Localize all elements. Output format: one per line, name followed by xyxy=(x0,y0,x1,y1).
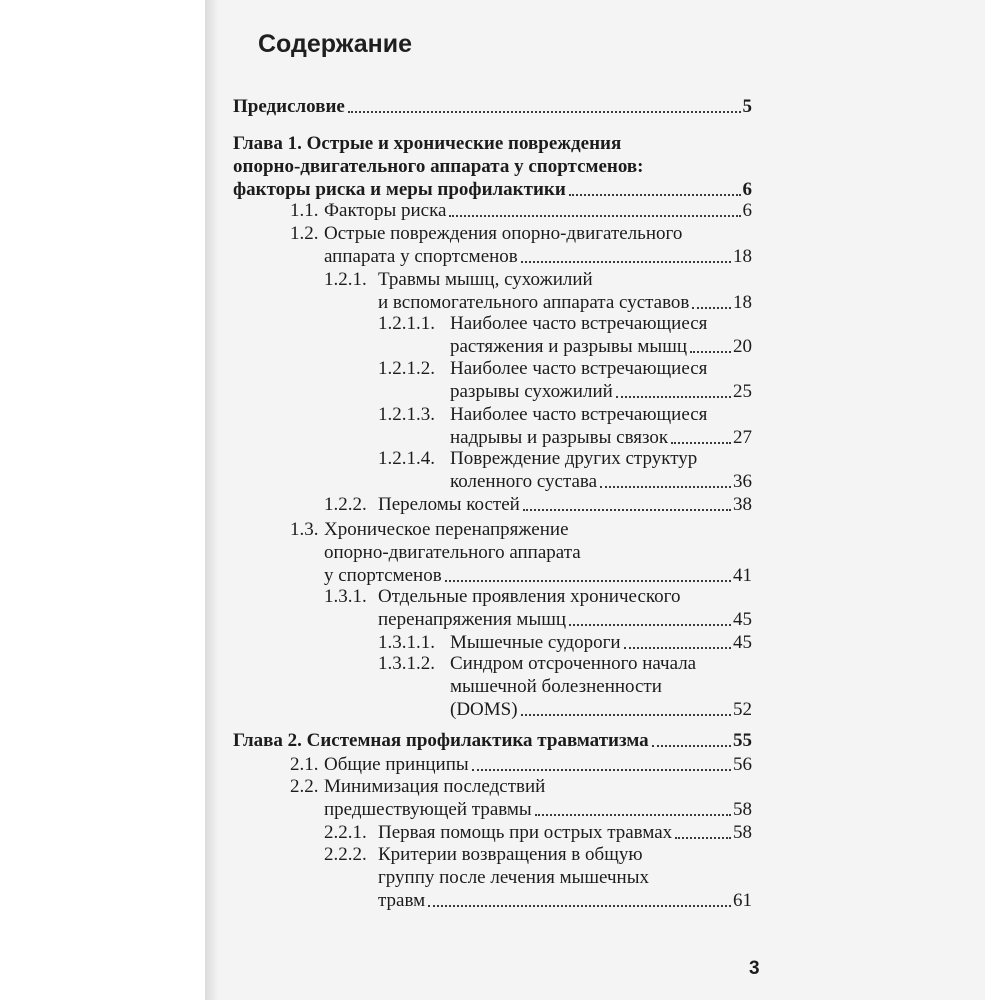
toc-entry-preface[interactable] xyxy=(233,95,752,118)
toc-entry-last-line: перенапряжения мышц 45 xyxy=(378,609,752,630)
leader-dots xyxy=(445,579,731,582)
toc-entry-number: 1.2.2. xyxy=(324,494,367,515)
toc-entry-number: 2.2. xyxy=(290,776,319,797)
toc-entry-number: 1.3.1.1. xyxy=(378,632,435,653)
leader-dots xyxy=(569,623,731,626)
toc-entry-text: Острые повреждения опорно-двигательного xyxy=(324,223,683,244)
toc-entry-2-2-2[interactable] xyxy=(324,843,752,866)
toc-entry-last-line: у спортсменов 41 xyxy=(324,565,752,586)
leader-dots xyxy=(348,110,741,113)
toc-entry-number: 1.2.1.1. xyxy=(378,313,435,334)
toc-page-number: 27 xyxy=(733,427,752,448)
toc-entry-number: 1.3.1.2. xyxy=(378,653,435,674)
toc-page-number: 18 xyxy=(733,246,752,267)
leader-dots xyxy=(521,260,731,263)
leader-dots xyxy=(428,904,731,907)
toc-entry-1-2-1[interactable] xyxy=(324,268,752,291)
toc-entry-2-2-1[interactable] xyxy=(324,821,752,844)
toc-page-number: 58 xyxy=(733,799,752,820)
toc-page-number: 61 xyxy=(733,890,752,911)
toc-entry-text: Повреждение других структур xyxy=(450,448,698,469)
toc-entry-number: 1.2.1.3. xyxy=(378,404,435,425)
toc-entry-last-line: и вспомогательного аппарата суставов 18 xyxy=(378,292,752,313)
toc-page-number: 20 xyxy=(733,336,752,357)
leader-dots xyxy=(690,350,731,353)
toc-page-number: 6 xyxy=(742,179,752,200)
toc-page-number: 45 xyxy=(733,632,752,653)
toc-entry-last-line: растяжения и разрывы мышц 20 xyxy=(450,336,752,357)
leader-dots xyxy=(671,441,731,444)
toc-entry-1-2[interactable] xyxy=(290,222,752,245)
toc-entry-chapter-2[interactable] xyxy=(233,729,752,752)
toc-entry-text: Синдром отсроченного начала xyxy=(450,653,697,674)
toc-entry-number: 1.2. xyxy=(290,223,319,244)
toc-entry-text: Хроническое перенапряжение xyxy=(324,519,569,540)
toc-entry-text: Наиболее часто встречающиеся xyxy=(450,404,708,425)
toc-entry-number: 2.1. xyxy=(290,754,319,775)
toc-page-number: 56 xyxy=(733,754,752,775)
toc-entry-1-3-1-1[interactable] xyxy=(378,631,752,654)
leader-dots xyxy=(652,744,731,747)
toc-entry-text: Наиболее часто встречающиеся xyxy=(450,313,708,334)
toc-entry-number: 2.2.2. xyxy=(324,844,367,865)
toc-page-number: 58 xyxy=(733,822,752,843)
toc-entry-1-2-1-4[interactable] xyxy=(378,447,752,470)
leader-dots xyxy=(521,713,731,716)
toc-page-number: 52 xyxy=(733,699,752,720)
leader-dots xyxy=(692,306,731,309)
toc-entry-text: Критерии возвращения в общую xyxy=(378,844,643,865)
page-number: 3 xyxy=(749,958,760,979)
toc-entry-1-2-1-2[interactable] xyxy=(378,357,752,380)
toc-entry-text: Отдельные проявления хронического xyxy=(378,586,681,607)
toc-entry-last-line: аппарата у спортсменов 18 xyxy=(324,246,752,267)
toc-entry-1-2-2[interactable] xyxy=(324,493,752,516)
toc-page-number: 18 xyxy=(733,292,752,313)
toc-entry-continuation: опорно-двигательного аппарата у спортсменов: xyxy=(233,156,644,177)
toc-entry-continuation: группу после лечения мышечных xyxy=(378,867,649,888)
toc-entry-last-line: надрывы и разрывы связок 27 xyxy=(450,427,752,448)
toc-entry-text: Глава 1. Острые и хронические повреждения xyxy=(233,133,622,154)
toc-page-number: 5 xyxy=(742,96,752,117)
toc-entry-last-line: факторы риска и меры профилактики 6 xyxy=(233,179,752,200)
toc-entry-text: Мышечные судороги xyxy=(450,632,621,653)
leader-dots xyxy=(449,214,740,217)
toc-entry-last-line: (DOMS) 52 xyxy=(450,699,752,720)
toc-entry-number: 1.3.1. xyxy=(324,586,367,607)
toc-entry-text: Первая помощь при острых травмах xyxy=(378,822,673,843)
toc-entry-1-3[interactable] xyxy=(290,518,752,541)
toc-entry-last-line: предшествующей травмы 58 xyxy=(324,799,752,820)
toc-entry-continuation: мышечной болезненности xyxy=(450,676,662,697)
leader-dots xyxy=(600,485,731,488)
toc-entry-number: 1.3. xyxy=(290,519,319,540)
toc-entry-text: Факторы риска xyxy=(324,200,447,221)
toc-page-number: 25 xyxy=(733,381,752,402)
toc-entry-2-2[interactable] xyxy=(290,775,752,798)
toc-entry-text: Переломы костей xyxy=(378,494,520,515)
toc-entry-1-3-1[interactable] xyxy=(324,585,752,608)
toc-entry-number: 1.2.1. xyxy=(324,269,367,290)
toc-page-number: 6 xyxy=(742,200,752,221)
toc-entry-text: Травмы мышц, сухожилий xyxy=(378,269,593,290)
toc-entry-1-2-1-3[interactable] xyxy=(378,403,752,426)
leader-dots xyxy=(616,395,731,398)
toc-page-number: 38 xyxy=(733,494,752,515)
toc-entry-number: 1.2.1.2. xyxy=(378,358,435,379)
toc-entry-number: 1.2.1.4. xyxy=(378,448,435,469)
toc-page-number: 41 xyxy=(733,565,752,586)
page-title: Содержание xyxy=(258,30,413,58)
toc-page-number: 55 xyxy=(733,730,752,751)
toc-entry-text: Глава 2. Системная профилактика травматизма xyxy=(233,730,649,751)
toc-entry-text: Наиболее часто встречающиеся xyxy=(450,358,708,379)
toc-entry-1-1[interactable] xyxy=(290,199,752,222)
toc-entry-1-2-1-1[interactable] xyxy=(378,312,752,335)
leader-dots xyxy=(569,193,741,196)
leader-dots xyxy=(535,813,731,816)
leader-dots xyxy=(624,646,731,649)
toc-entry-number: 1.1. xyxy=(290,200,319,221)
toc-entry-number: 2.2.1. xyxy=(324,822,367,843)
leader-dots xyxy=(523,508,731,511)
leader-dots xyxy=(675,836,731,839)
toc-entry-text: Предисловие xyxy=(233,96,345,117)
toc-entry-last-line: разрывы сухожилий 25 xyxy=(450,381,752,402)
toc-page-number: 45 xyxy=(733,609,752,630)
toc-entry-chapter-1[interactable] xyxy=(233,132,752,155)
toc-entry-last-line: коленного сустава 36 xyxy=(450,471,752,492)
toc-entry-1-3-1-2[interactable] xyxy=(378,652,752,675)
leader-dots xyxy=(472,768,731,771)
toc-entry-text: Общие принципы xyxy=(324,754,469,775)
toc-entry-continuation: опорно-двигательного аппарата xyxy=(324,542,581,563)
toc-entry-2-1[interactable] xyxy=(290,753,752,776)
toc-entry-last-line: травм 61 xyxy=(378,890,752,911)
toc-entry-text: Минимизация последствий xyxy=(324,776,546,797)
toc-page-number: 36 xyxy=(733,471,752,492)
